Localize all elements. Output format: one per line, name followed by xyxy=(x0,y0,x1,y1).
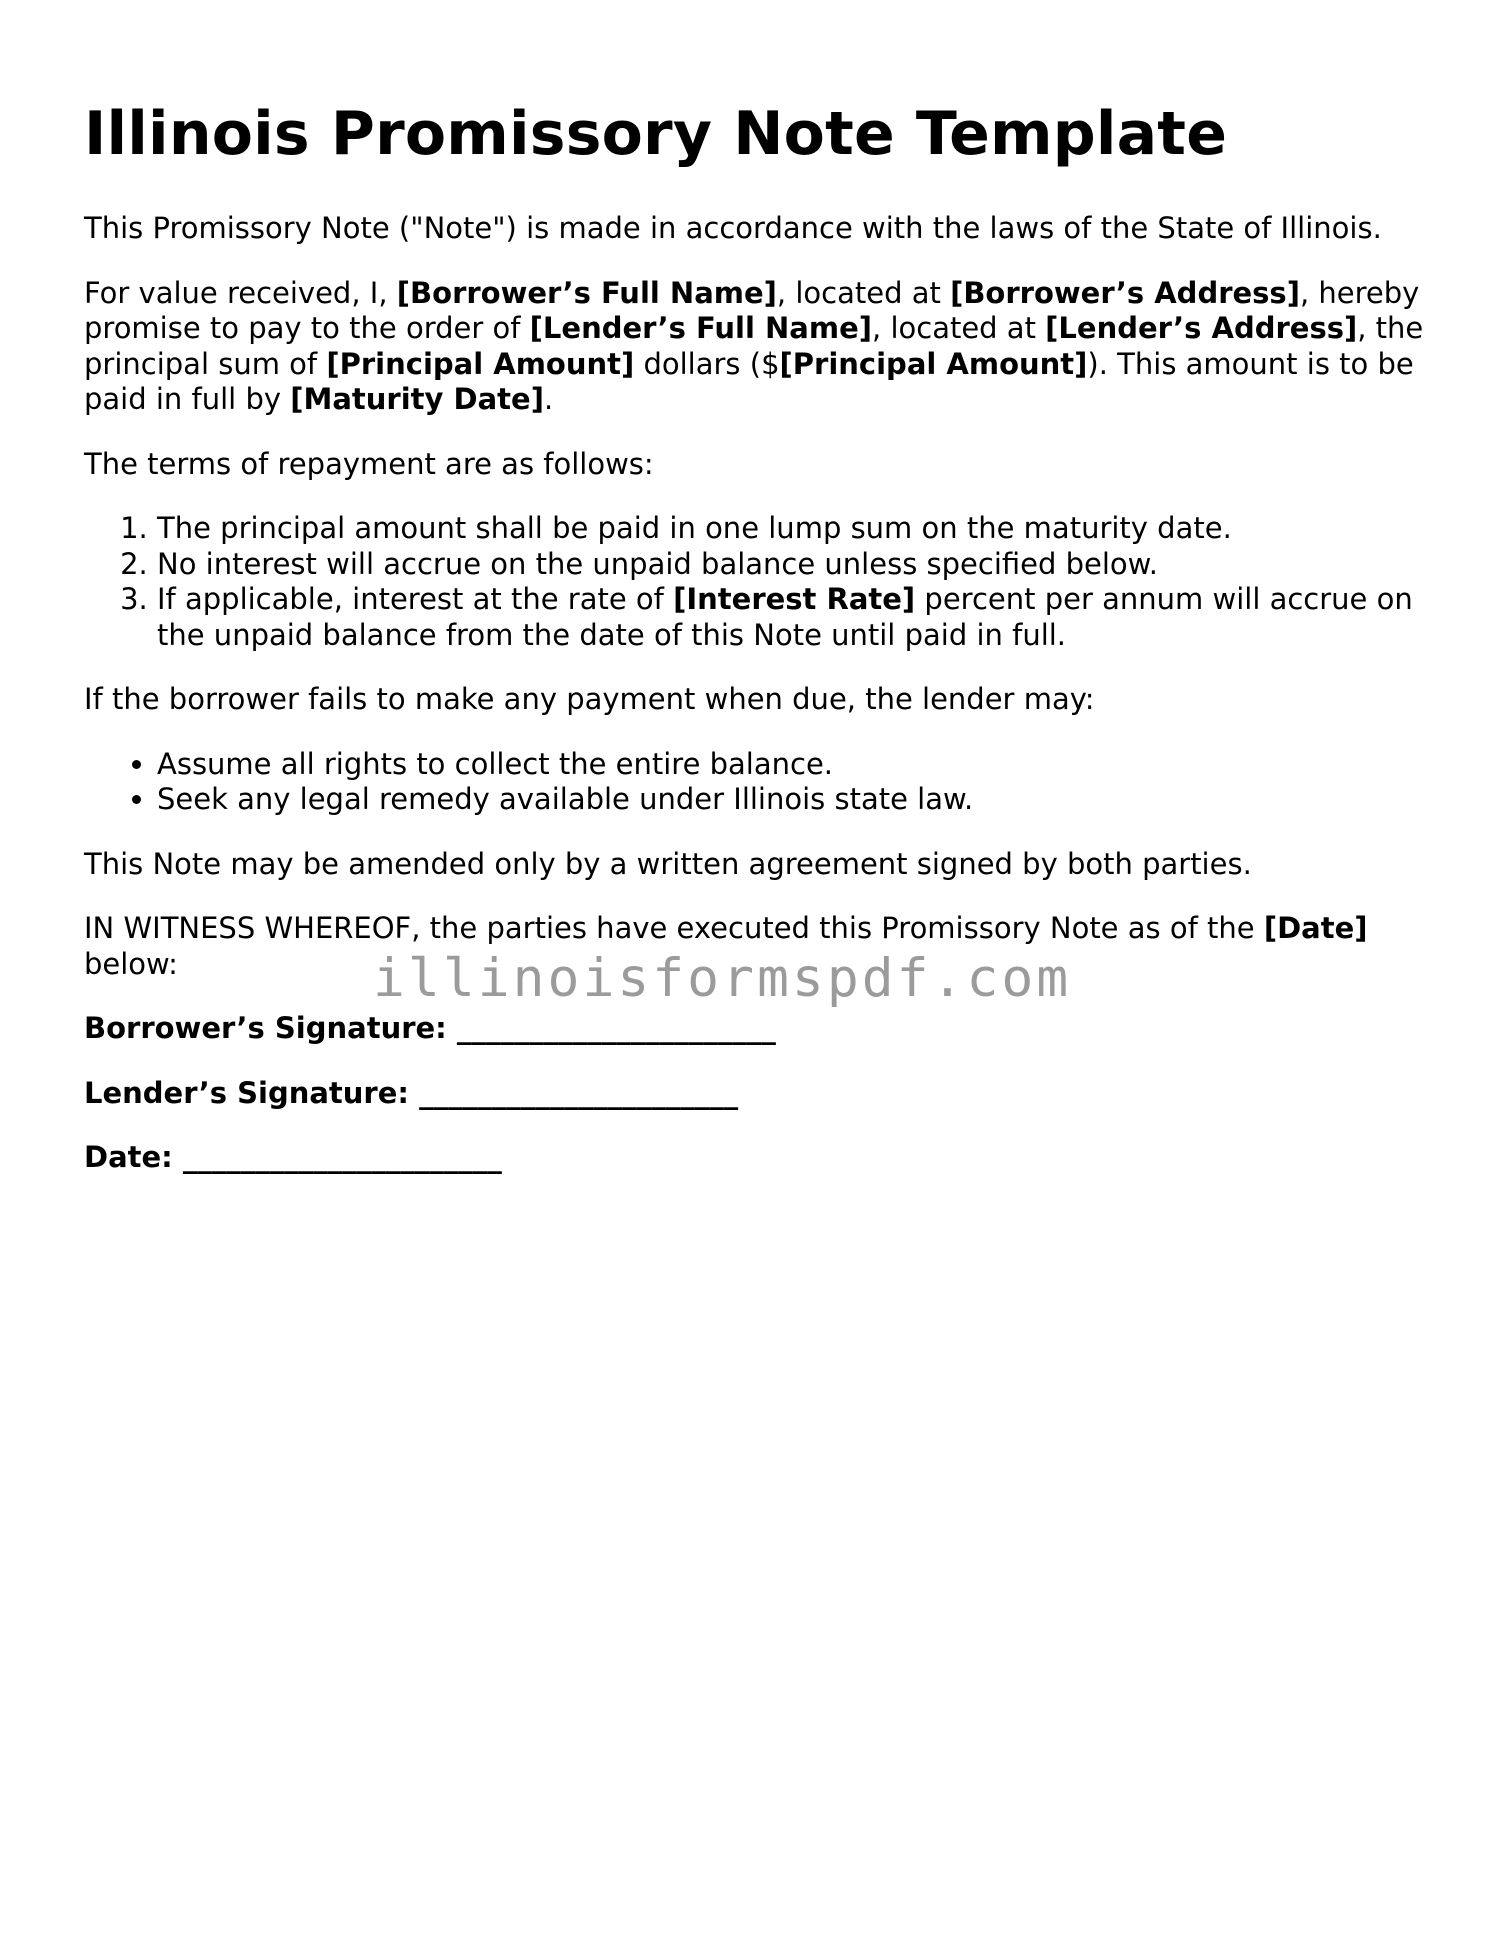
witness-text-1: IN WITNESS WHEREOF, the parties have executed this Promissory Note as of the xyxy=(84,911,1264,945)
principal-amount-numeric-placeholder: [Principal Amount] xyxy=(779,346,1088,381)
amendment-paragraph: This Note may be amended only by a written agreement signed by both parties. xyxy=(84,846,1252,881)
promise-text-7: ). This amount is to be paid in full by xyxy=(84,346,1414,416)
promise-text-5: , the principal sum of xyxy=(84,311,1424,381)
borrower-signature-line: Borrower’s Signature: ______________________ xyxy=(84,1011,776,1045)
terms-list xyxy=(84,511,1424,653)
date-placeholder: [Date] xyxy=(1263,911,1368,945)
maturity-date-placeholder: [Maturity Date] xyxy=(290,382,544,416)
principal-amount-placeholder: [Principal Amount] xyxy=(326,346,635,381)
default-intro: If the borrower fails to make any payment when due, the lender may: xyxy=(84,682,1095,716)
terms-intro: The terms of repayment are as follows: xyxy=(84,446,654,481)
remedies-item: • Assume all rights to collect the entire balance. xyxy=(157,747,1424,783)
promise-paragraph xyxy=(84,276,1424,418)
intro-paragraph: This Promissory Note ("Note") is made in accordance with the laws of the State of Illinois. xyxy=(84,211,1382,245)
borrower-name-placeholder: [Borrower’s Full Name] xyxy=(396,275,777,310)
terms-item: 1. The principal amount shall be paid in one lump sum on the maturity date. xyxy=(157,511,1424,547)
interest-rate-placeholder: [Interest Rate] xyxy=(673,582,916,616)
date-signature-line: Date: ______________________ xyxy=(84,1140,502,1174)
remedies-item: • Seek any legal remedy available under Illinois state law. xyxy=(157,782,1424,818)
promise-text-3: , hereby promise to pay to the order of xyxy=(84,275,1420,345)
borrower-address-placeholder: [Borrower’s Address] xyxy=(950,275,1300,310)
terms-item-text: percent per annum will accrue on the unpaid balance from the date of this Note until paid in full. xyxy=(157,582,1413,652)
promise-text-1: For value received, I, xyxy=(84,275,397,310)
terms-item-text: If applicable, interest at the rate of xyxy=(157,582,674,616)
promise-text-4: , located at xyxy=(872,311,1046,345)
terms-item: 2. No interest will accrue on the unpaid balance unless specified below. xyxy=(157,547,1424,583)
document-title: Illinois Promissory Note Template xyxy=(84,99,1228,169)
terms-item xyxy=(157,582,1424,653)
lender-signature-line: Lender’s Signature: ______________________ xyxy=(84,1075,739,1110)
lender-name-placeholder: [Lender’s Full Name] xyxy=(529,311,873,345)
lender-address-placeholder: [Lender’s Address] xyxy=(1045,311,1358,345)
witness-text-2: below: xyxy=(84,946,178,981)
watermark: illinoisformspdf.com xyxy=(373,948,1072,1009)
document-page xyxy=(84,100,1424,1205)
remedies-list xyxy=(84,747,1424,818)
promise-text-8: . xyxy=(543,382,554,416)
promise-text-6: dollars ($ xyxy=(634,346,780,381)
promise-text-2: , located at xyxy=(776,275,951,310)
